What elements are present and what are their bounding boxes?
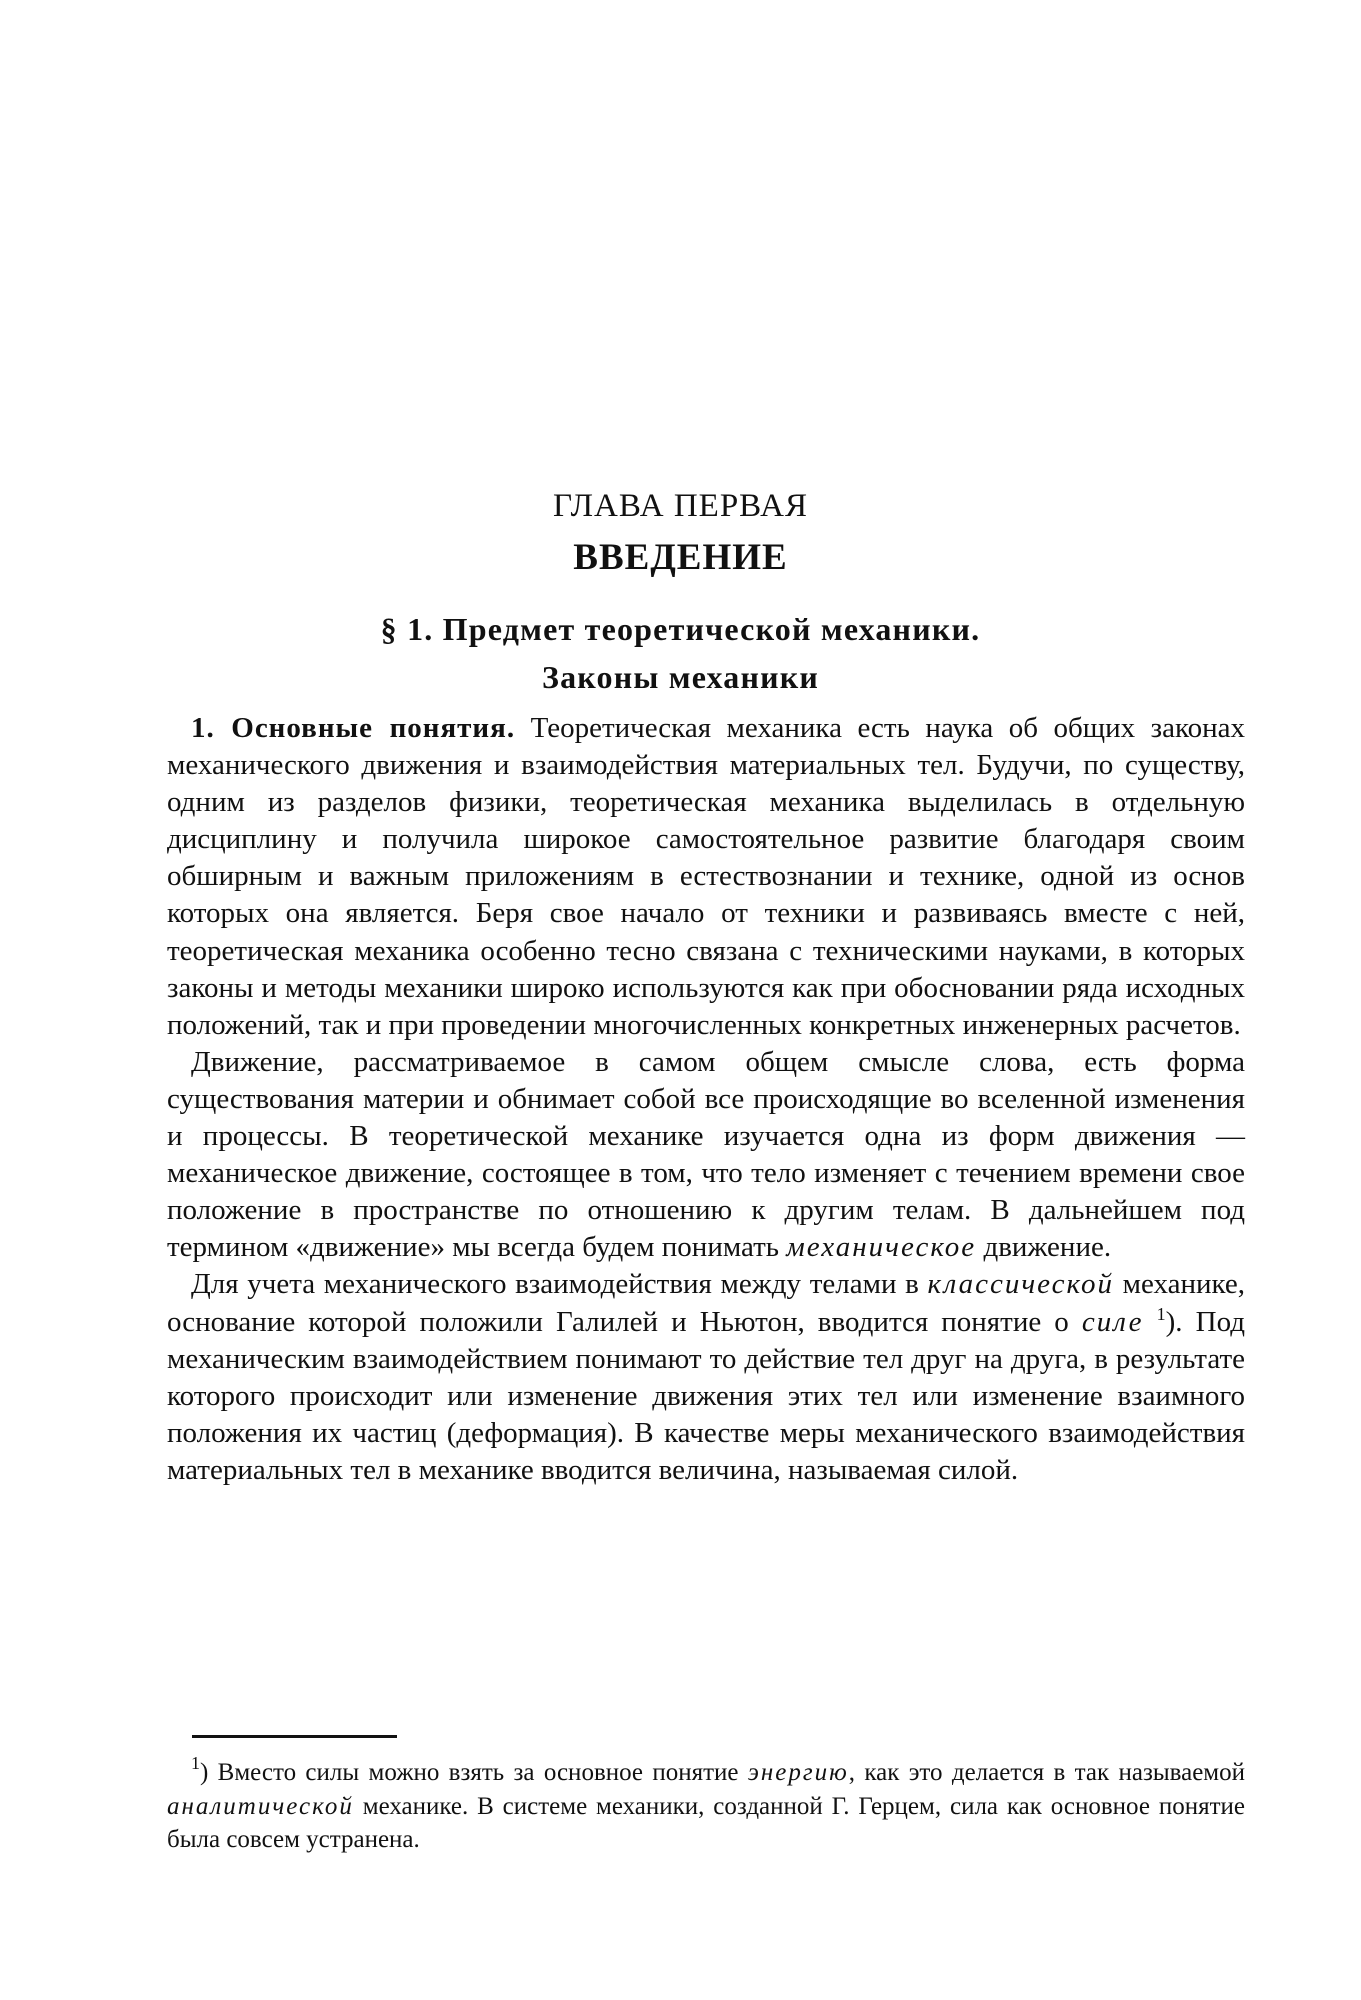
footnote-b: , как это делается в так называемой [848,1759,1245,1786]
paragraph-lead: 1. Основные понятия. [191,712,516,744]
emphasis-classical: классической [927,1268,1114,1301]
footnote [167,1753,1245,1857]
paragraph-2 [167,1044,1245,1267]
emphasis-energy: энергию [747,1759,849,1786]
emphasis-force: силе [1081,1305,1144,1338]
footnote-rule [192,1735,397,1738]
paragraph-1 [167,710,1245,1044]
footnote-a: ) Вместо силы можно взять за основное понятие [200,1759,748,1786]
paragraph-2-text: Движение, рассматриваемое в самом общем смысле слова, есть форма существования материи и обнимает собой все происходящие во вселенной изменения и процессы. В теоретической механике изучается одна из форм движения — механическое движение, состоящее в том, что тело изменяет с течением времени свое положение в пространстве по отношению к другим телам. В дальнейшем под термином «движение» мы всегда будем понимать [167,1045,1245,1264]
chapter-title: ВВЕДЕНИЕ [573,537,788,578]
section-title-line1: § 1. Предмет теоретической механики. [380,611,981,647]
footnote-c: механике. В системе механики, созданной Г. Герцем, сила как основное понятие была совсем устранена. [167,1792,1245,1853]
chapter-label: ГЛАВА ПЕРВАЯ [553,488,808,524]
paragraph-3-b: механике, основание которой положили Галилей и Ньютон, вводится понятие о [167,1268,1246,1338]
footnote-text [167,1753,1245,1857]
emphasis-mechanical: механическое [786,1231,977,1264]
paragraph-3-c: ). Под механическим взаимодействием понимают то действие тел друг на друга, в результате которого происходит или изменение движения этих тел или изменение взаимного положения их частиц (деформация). В качестве меры механического взаимодействия материальных тел в механике вводится величина, называемая силой. [167,1305,1246,1486]
paragraph-3-a: Для учета механического взаимодействия между телами в [191,1268,928,1301]
paragraph-3 [167,1266,1245,1489]
section-title [0,605,1361,701]
emphasis-analytical: аналитической [167,1792,354,1820]
footnote-ref[interactable]: 1 [1156,1303,1166,1324]
section-title-line2: Законы механики [541,659,819,695]
paragraph-2-tail: движение. [976,1231,1112,1264]
paragraph-1-text: Теоретическая механика есть наука об общих законах механического движения и взаимодействия материальных тел. Будучи, по существу, одним из разделов физики, теоретическая механика выделилась в отдельную дисциплину и получила широкое самостоятельное развитие благодаря своим обширным и важным приложениям в естествознании и технике, одной из основ которых она является. Беря свое начало от техники и развиваясь вместе с ней, теоретическая механика особенно тесно связана с техническими науками, в которых законы и методы механики широко используются как при обосновании ряда исходных положений, так и при проведении многочисленных конкретных инженерных расчетов. [167,712,1245,1041]
footnote-mark: 1 [191,1753,200,1773]
body-text [167,710,1245,1489]
